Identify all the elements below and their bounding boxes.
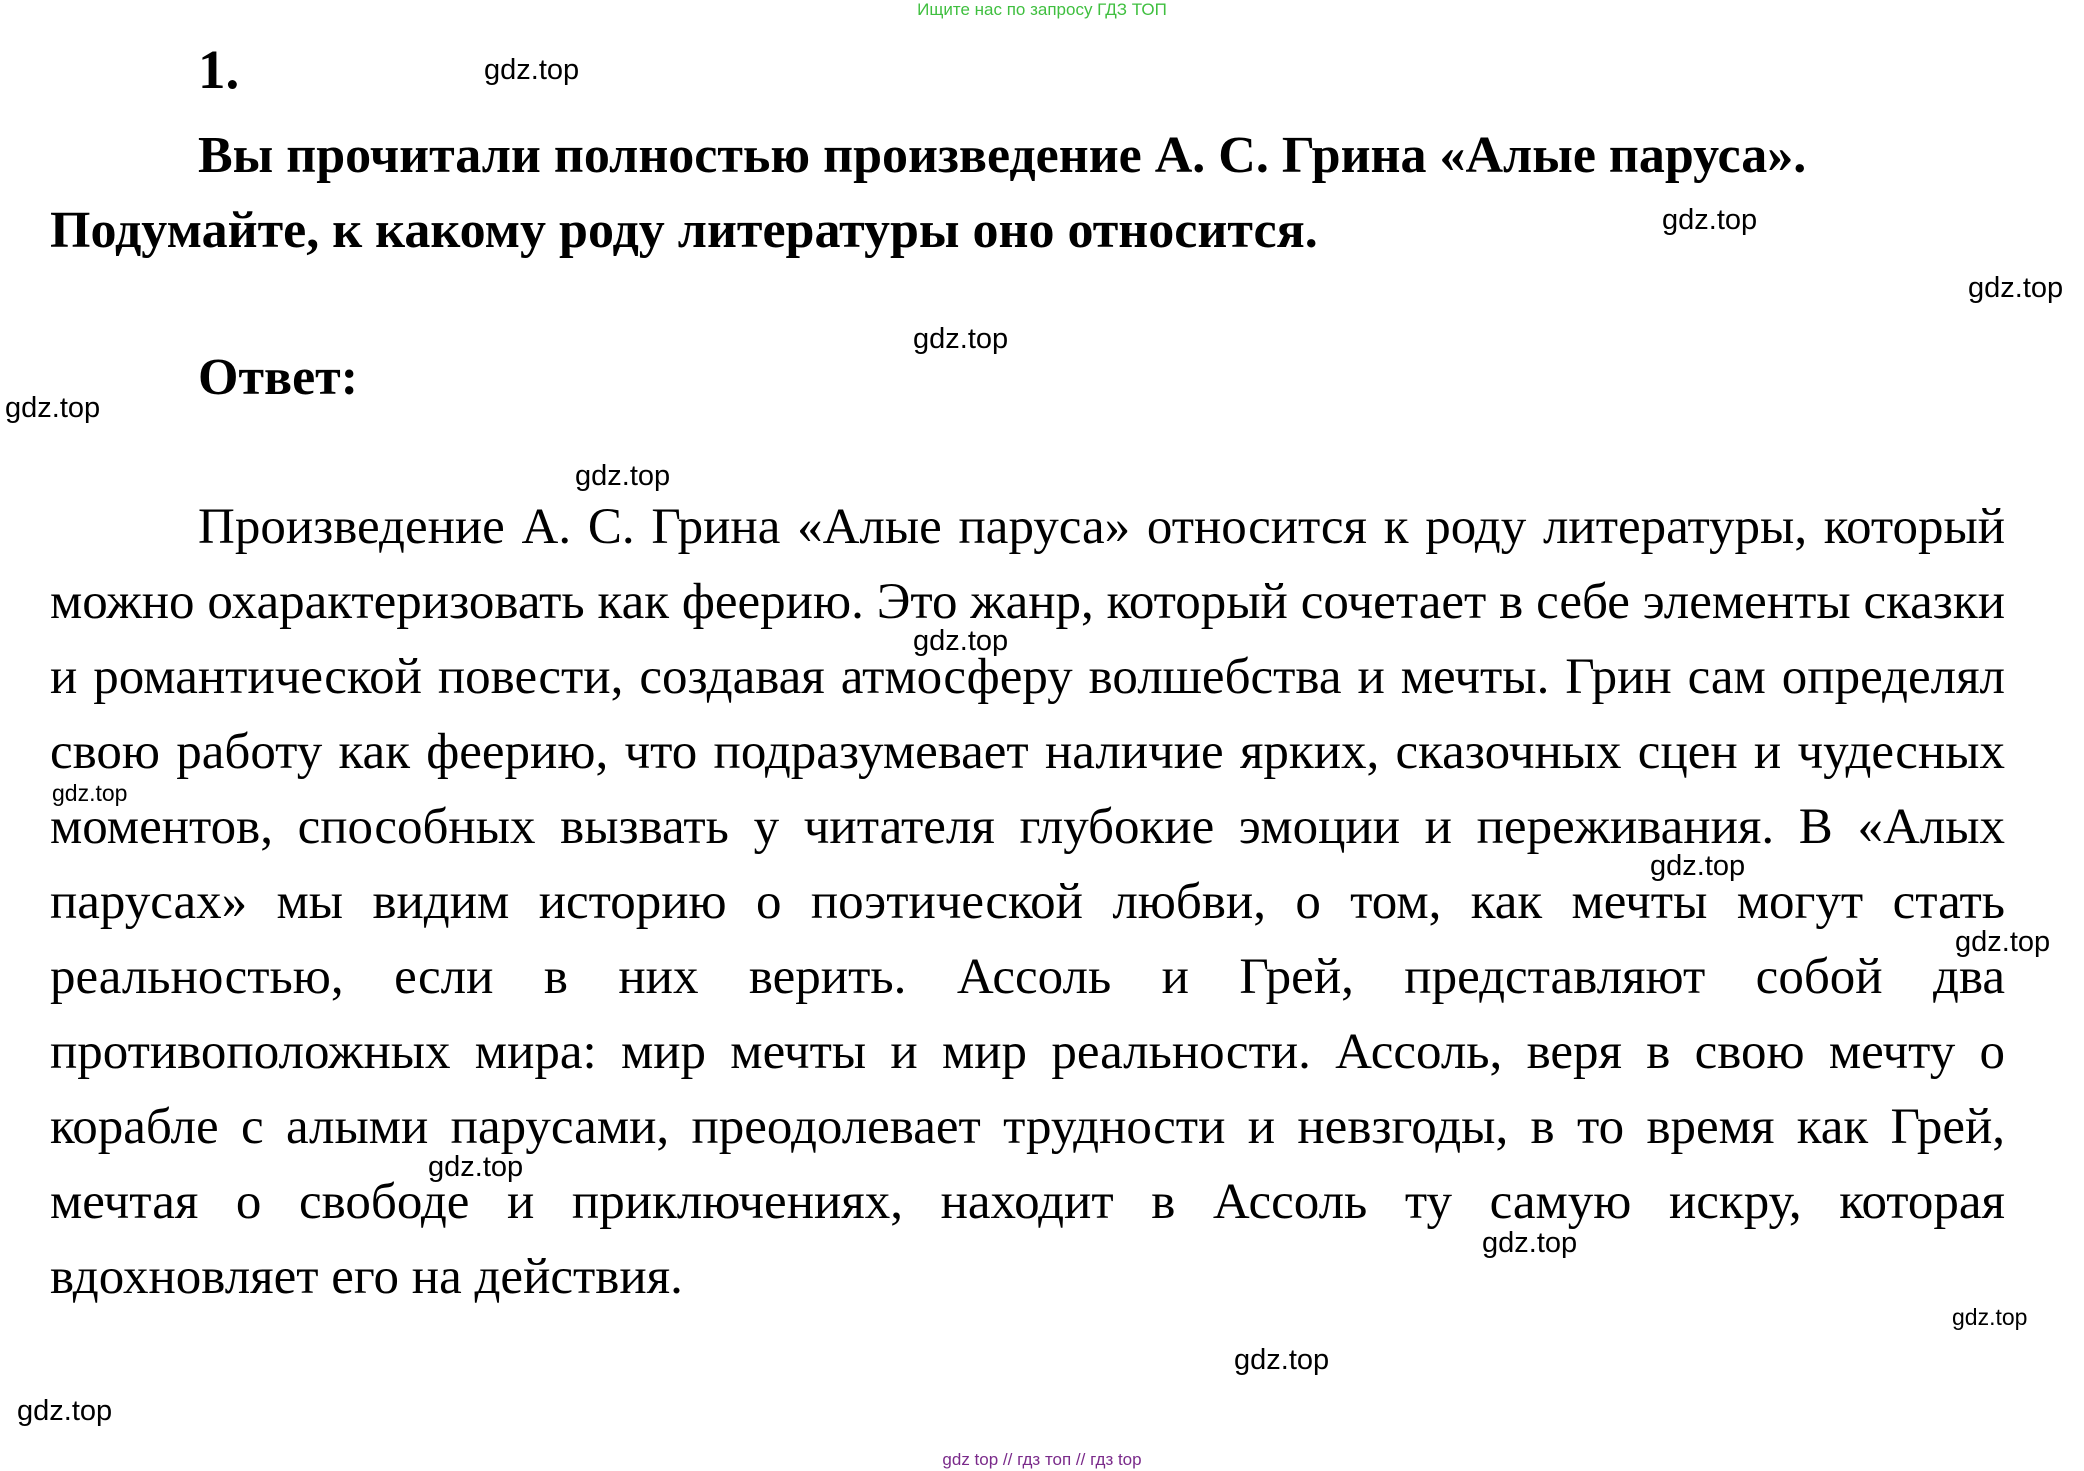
watermark: gdz.top <box>428 1151 524 1183</box>
watermark: gdz.top <box>1955 926 2051 958</box>
answer-heading: Ответ: <box>198 349 359 406</box>
watermark: gdz.top <box>5 392 101 424</box>
watermark: gdz.top <box>1650 850 1746 882</box>
footer-watermark: gdz top // гдз топ // гдз top <box>942 1450 1142 1469</box>
watermark: gdz.top <box>1234 1344 1330 1376</box>
watermark: gdz.top <box>575 460 671 492</box>
watermark: gdz.top <box>17 1395 113 1427</box>
watermark: gdz.top <box>1482 1227 1578 1259</box>
task-question: Вы прочитали полностью произведение А. С. Грина «Алые паруса». Подумайте, к какому роду литературы оно относится. <box>50 127 1807 259</box>
watermark: gdz.top <box>913 625 1009 657</box>
answer-text: Произведение А. С. Грина «Алые паруса» относится к роду литературы, который можно охарактеризовать как феерию. Это жанр, который сочетает в себе элементы сказки и романтической повести, создавая атмосферу волшебства и мечты. Грин сам определял свою работу как феерию, что подразумевает наличие ярких, сказочных сцен и чудесных моментов, способных вызвать у читателя глубокие эмоции и переживания. В «Алых парусах» мы видим историю о поэтической любви, о том, как мечты могут стать реальностью, если в них верить. Ассоль и Грей, представляют собой два противоположных мира: мир мечты и мир реальности. Ассоль, веря в свою мечту о корабле с алыми парусами, преодолевает трудности и невзгоды, в то время как Грей, мечтая о свободе и приключениях, находит в Ассоль ту самую искру, которая вдохновляет его на действия. <box>50 499 2005 1305</box>
watermark: gdz.top <box>484 54 580 86</box>
watermark: gdz.top <box>1952 1304 2028 1330</box>
watermark: gdz.top <box>913 323 1009 355</box>
watermark: gdz.top <box>1968 272 2064 304</box>
watermark: gdz.top <box>52 780 128 806</box>
top-banner: Ищите нас по запросу ГДЗ ТОП <box>917 0 1167 19</box>
watermark: gdz.top <box>1662 204 1758 236</box>
task-number: 1. <box>198 39 240 100</box>
